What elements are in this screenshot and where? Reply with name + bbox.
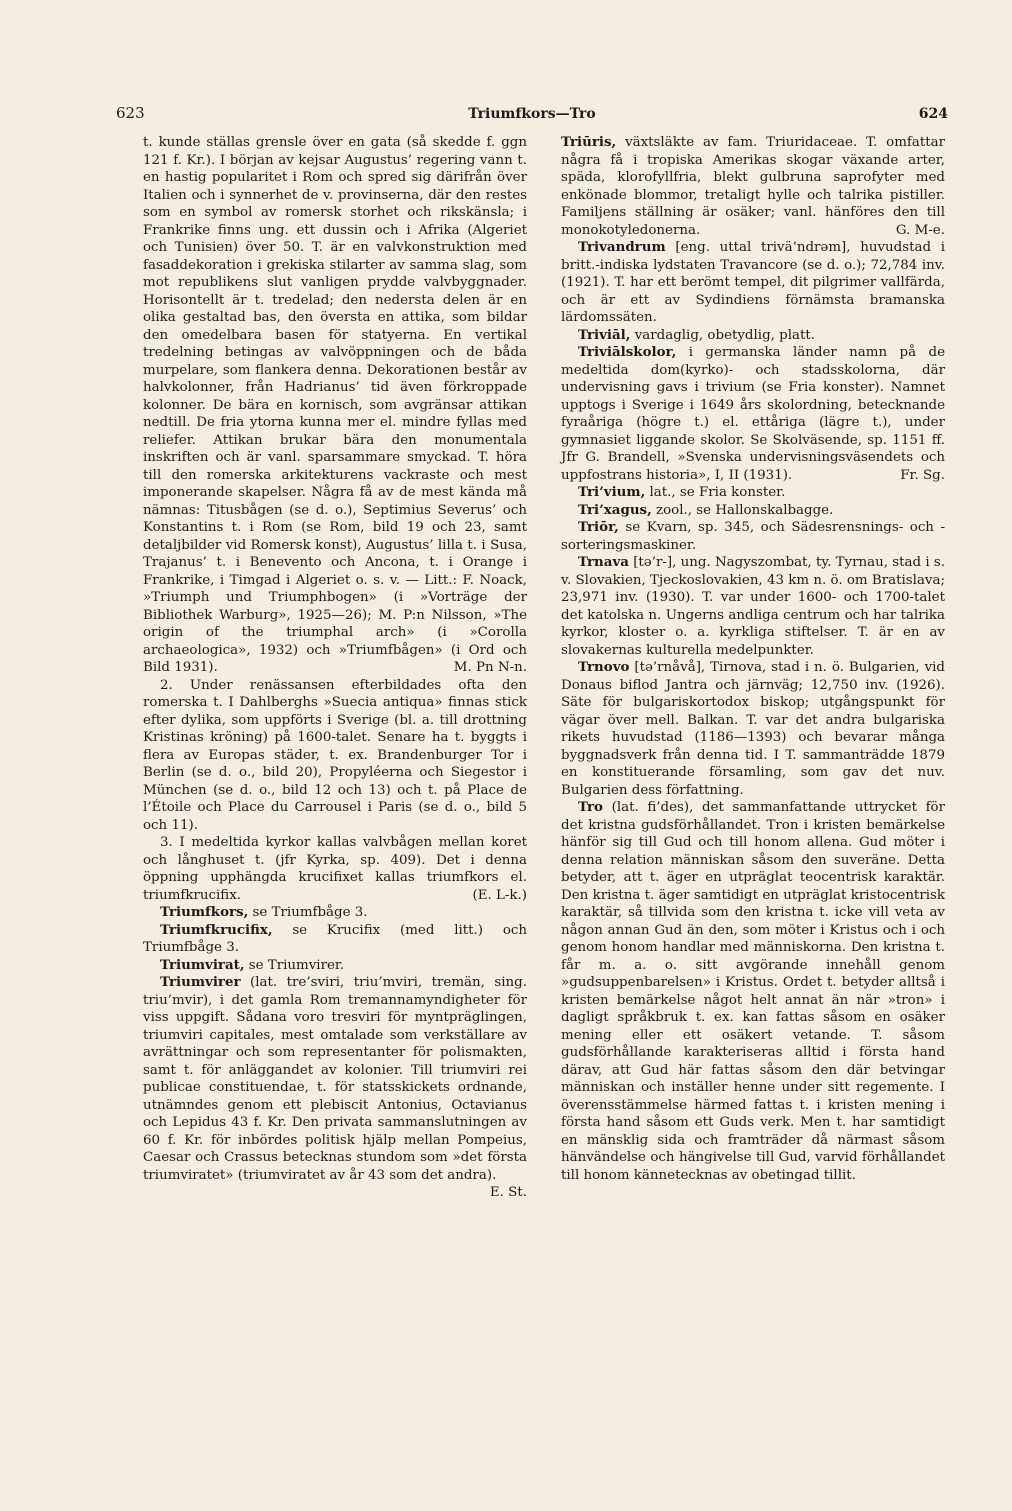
entry	[561, 554, 945, 659]
entry-headword: Tri’vium,	[578, 484, 646, 500]
entry	[561, 239, 945, 327]
entry-text: växtsläkte av fam. Triuridaceae. T. omfattar några få i tropiska Amerikas skogar växande arter, späda, klorofyllfria, blekt gulbruna saprofyter med enkönade blommor, tretaligt hylle och talrika pistiller. Familjens ställning är osäker; vanl. hänföres den till monokotyledonerna.	[561, 135, 945, 238]
entry-text: vardaglig, obetydlig, platt.	[634, 327, 816, 343]
page-number-right: 624	[918, 106, 948, 122]
page-number-left: 623	[116, 104, 145, 122]
entry-text: se Kvarn, sp. 345, och Sädesrensnings- och -sorteringsmaskiner.	[561, 520, 945, 553]
entry	[143, 134, 527, 677]
entry	[561, 502, 945, 520]
entry-headword: Triumvirer	[160, 974, 241, 990]
entry	[561, 344, 945, 484]
entry-headword: Triviālskolor,	[578, 344, 677, 360]
author-signature: G. M-e.	[895, 222, 945, 238]
entry-headword: Tri’xagus,	[578, 501, 652, 518]
entry	[143, 904, 527, 922]
entry-text: (lat. tre’sviri, triu’mviri, tremän, sing. triu’mvir), i det gamla Rom tremannamyndigheter för viss uppgift. Sådana voro tresviri för myntpräglingen, triumviri capitales, mest omtalade som verkställare av avrättningar och som representanter för polismakten, samt t. för anläggandet av kolonier. Till triumviri rei publicae constituendae, t. för statsskickets ordnande, utnämndes genom ett plebiscit Antonius, Octavianus och Lepidus 43 f. Kr. Den privata sammanslutningen av 60 f. Kr. för inbördes politisk hjälp mellan Pompeius, Caesar och Crassus betecknas stundom som »det första triumviratet» (triumviratet av år 43 som det andra).	[143, 975, 527, 1183]
entry	[561, 134, 945, 239]
entry-text: t. kunde ställas grensle över en gata (så skedde f. ggn 121 f. Kr.). I början av kejsar Augustus’ regering vann t. en hastig popularitet i Rom och spred sig därifrån över Italien och i synnerhet de v. provinserna, där den restes som en symbol av romersk storhet och rikskänsla; i Frankrike finns ung. ett dussin och i Afrika (Algeriet och Tunisien) över 50. T. är en valvkonstruktion med fasaddekoration i grekiska stilarter av samma slag, som mot republikens slut vanligen prydde valvbyggnader. Horisontellt är t. tredelad; den nedersta delen är en olika gestaltad bas, den översta en attika, som bildar den omedelbara basen för statyerna. En vertikal tredelning betingas av valvöppningen och de båda murpelare, som flankera denna. Dekorationen består av halvkolonner, från Hadrianus’ tid även förkroppade kolonner. De bära en kornisch, som avgränsar attikan nedtill. De fria ytorna kunna mer el. mindre fyllas med reliefer. Attikan brukar bära den monumentala inskriften och är vanl. sparsammare smyckad. T. höra till den romerska arkitekturens vackraste och mest imponerande skapelser. Några få av de mest kända må nämnas: Titusbågen (se d. o.), Septimius Severus’ och Konstantins t. i Rom (se Rom, bild 19 och 23, samt detaljbilder vid Romersk konst), Augustus’ lilla t. i Susa, Trajanus’ t. i Benevento och Ancona, t. i Orange i Frankrike, i Timgad i Algeriet o. s. v. — Litt.: F. Noack, »Triumph und Triumphbogen» (i »Vorträge der Bibliothek Warburg», 1925—26); M. P:n Nilsson, »The origin of the triumphal arch» (i »Corolla archaeologica», 1932) och »Triumfbågen» (i Ord och Bild 1931).	[143, 135, 527, 675]
entry-headword: Triōr,	[578, 519, 619, 535]
left-column	[143, 134, 527, 1202]
entry-headword: Trivandrum	[578, 239, 666, 255]
entry-text: [tə’r-], ung. Nagyszombat, ty. Tyrnau, stad i s. v. Slovakien, Tjeckoslovakien, 43 km n. ö. om Bratislava; 23,971 inv. (1930). T. var under 1600- och 1700-talet det katolska n. Ungerns andliga centrum och har talrika kyrkor, kloster o. a. kyrkliga stiftelser. T. är en av slovakernas kulturella medelpunkter.	[561, 555, 945, 658]
entry	[561, 659, 945, 799]
entry	[561, 799, 945, 1184]
page-header	[116, 104, 948, 126]
entry-text: 3. I medeltida kyrkor kallas valvbågen mellan koret och långhuset t. (jfr Kyrka, sp. 409). Det i denna öppning upphängda krucifixet kallas triumfkors el. triumfkrucifix.	[143, 835, 527, 903]
entry-text: [tə’rnåvå], Tirnova, stad i n. ö. Bulgarien, vid Donaus biflod Jantra och järnväg; 12,750 inv. (1926). Säte för bulgariskortodox biskop; utgångspunkt för vägar över mell. Balkan. T. var det andra bulgariska rikets huvudstad (1186—1393) och bevarar många byggnadsverk från denna tid. I T. sammanträdde 1879 en konstituerande församling, som gav det nuv. Bulgarien dess författning.	[561, 660, 945, 798]
entry	[143, 677, 527, 835]
entry-headword: Tro	[578, 799, 603, 815]
entry-text: (lat. fi’des), det sammanfattande uttrycket för det kristna gudsförhållandet. Tron i kristen bemärkelse hänför sig till Gud och till honom allena. Gud möter i denna relation människan såsom den suveräne. Detta betyder, att t. äger en utpräglat teocentrisk karaktär. Den kristna t. äger samtidigt en utpräglat kristocentrisk karaktär, så tillvida som den kristna t. icke vill veta av någon annan Gud än den, som möter i Kristus och i och genom honom handlar med människorna. Den kristna t. får m. a. o. sitt avgörande innehåll genom »gudsuppenbarelsen» i Kristus. Ordet t. betyder alltså i kristen bemärkelse något helt annat än när »tron» i dagligt språkbruk t. ex. kan fattas såsom en osäker mening eller ett osäkert vetande. T. såsom gudsförhållande karakteriseras alltid i första hand därav, att Gud här fattas såsom den där betvingar människan och inställer henne under sitt regemente. I överensstämmelse härmed fattas t. i kristen mening i första hand såsom ett Guds verk. Men t. har samtidigt en mänsklig sida och framträder då närmast såsom hänvändelse och hängivelse till Gud, varvid förhållandet till honom kännetecknas av obetingad tillit.	[561, 800, 945, 1183]
entry-text: i germanska länder namn på de medeltida dom(kyrko)- och stadsskolorna, där undervisning gavs i trivium (se Fria konster). Namnet upptogs i Sverige i 1649 års skolordning, betecknande fyraåriga (högre t.) el. ettåriga (lägre t.), under gymnasiet liggande skolor. Se Skolväsende, sp. 1151 ff. Jfr G. Brandell, »Svenska undervisningsväsendets och uppfostrans historia», I, II (1931).	[561, 345, 945, 483]
entry-headword: Triūris,	[561, 134, 617, 150]
entry	[561, 484, 945, 502]
entry-headword: Trnava	[578, 554, 629, 570]
entry-text: se Triumfbåge 3.	[252, 905, 368, 920]
entry-text: [eng. uttal trivä’ndrəm], huvudstad i britt.-indiska lydstaten Travancore (se d. o.); 72,784 inv. (1921). T. har ett berömt tempel, dit pilgrimer vallfärda, och är ett av Sydindiens förnämsta bramanska lärdomssäten.	[561, 240, 945, 325]
author-signature: E. St.	[489, 1185, 527, 1200]
entry-headword: Triumfkrucifix,	[160, 921, 273, 938]
entry-text: zool., se Hallonskalbagge.	[656, 502, 834, 518]
entry	[143, 834, 527, 904]
entry	[143, 957, 527, 975]
entry-text: se Triumvirer.	[248, 957, 345, 973]
entry	[561, 327, 945, 345]
entry-headword: Triumfkors,	[160, 904, 249, 920]
entry-headword: Trnovo	[578, 659, 630, 675]
entry-headword: Triviāl,	[578, 326, 631, 343]
right-column	[561, 134, 945, 1184]
entry-text: se Krucifix (med litt.) och Triumfbåge 3.	[143, 922, 528, 955]
author-signature: M. Pn N-n.	[453, 660, 527, 675]
entry-text: 2. Under renässansen efterbildades ofta den romerska t. I Dahlberghs »Suecia antiqua» finnas stick efter dylika, som uppförts i Sverige (bl. a. till drottning Kristinas kröning) på 1600-talet. Senare ha t. byggts i flera av Europas städer, t. ex. Brandenburger Tor i Berlin (se d. o., bild 20), Propyléerna och Siegestor i München (se d. o., bild 12 och 13) och t. på Place de l’Étoile och Place du Carrousel i Paris (se d. o., bild 5 och 11).	[143, 677, 527, 833]
running-title: Triumfkors—Tro	[468, 106, 596, 122]
entry	[561, 519, 945, 554]
entry	[143, 922, 527, 957]
entry-text: lat., se Fria konster.	[649, 485, 786, 500]
author-signature: (E. L-k.)	[472, 887, 527, 903]
entry-headword: Triumvirat,	[160, 956, 245, 973]
author-signature: Fr. Sg.	[900, 467, 945, 483]
entry	[143, 974, 527, 1200]
